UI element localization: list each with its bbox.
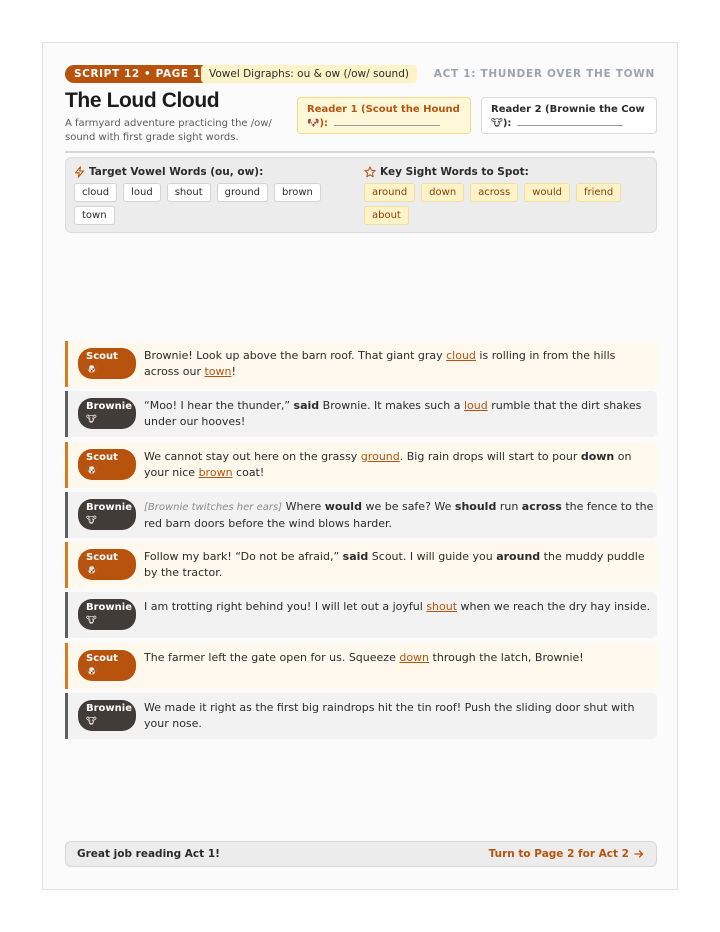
- speaker-badge: [78, 398, 136, 429]
- dialogue-text: [144, 650, 654, 666]
- dialogue-segment: The farmer left the gate open for us. Squeeze: [144, 650, 400, 664]
- dog-icon: 🐶: [86, 666, 98, 677]
- sight-word: around: [496, 550, 541, 564]
- vowel-word-chip: cloud: [74, 183, 117, 202]
- dog-icon: 🐶: [86, 566, 98, 577]
- vowel-word: ground: [360, 449, 400, 463]
- vowel-word-chip: town: [74, 206, 115, 225]
- reader-2-label: Reader 2 (Brownie the Cow 🐮):: [491, 104, 645, 129]
- dialogue-segment: is rolling in from the hills across our: [144, 349, 616, 378]
- dialogue-text: [144, 449, 654, 481]
- speaker-name: Brownie: [86, 501, 132, 513]
- lightning-icon: [74, 166, 85, 178]
- page-subtitle: A farmyard adventure practicing the /ow/ sound with first grade sight words.: [65, 118, 272, 143]
- sight-word-chip: around: [364, 183, 415, 202]
- sight-word: should: [454, 499, 497, 513]
- dialogue-segment: we be safe? We: [361, 499, 455, 513]
- speaker-badge: [78, 549, 136, 580]
- reader-1-name-field[interactable]: [297, 97, 471, 134]
- reader-2-blank-line[interactable]: [517, 117, 623, 126]
- sight-word-chip: about: [364, 206, 409, 225]
- sight-word: said: [293, 399, 320, 413]
- dialogue-segment: Scout. I will guide you: [368, 550, 497, 564]
- dialogue-segment: Where: [282, 499, 325, 513]
- dialogue-segment: Brownie. It makes such a: [319, 399, 464, 413]
- cow-icon: 🐮: [86, 616, 97, 627]
- dialogue-segment: run: [496, 499, 522, 513]
- vowel-word: brown: [198, 465, 233, 479]
- speaker-name: Brownie: [86, 401, 132, 413]
- vowel-word-chip: loud: [123, 183, 161, 202]
- next-page-link[interactable]: [489, 842, 644, 866]
- vowel-word: loud: [463, 399, 488, 413]
- speaker-badge: [78, 499, 136, 530]
- speaker-badge: [78, 449, 136, 480]
- speaker-name: Scout: [86, 652, 118, 664]
- dialogue-text: [144, 700, 654, 732]
- dialogue-segment: We cannot stay out here on the grassy: [144, 449, 361, 463]
- dog-icon: 🐶: [86, 465, 98, 476]
- reader-1-label: Reader 1 (Scout the Hound 🐶):: [307, 104, 460, 129]
- sight-word-chip: would: [524, 183, 570, 202]
- speaker-name: Scout: [86, 351, 118, 362]
- sight-word-chip: friend: [576, 183, 621, 202]
- dialogue-text: [144, 348, 654, 380]
- speaker-badge: [78, 700, 136, 731]
- sight-words-heading-text: Key Sight Words to Spot:: [380, 166, 529, 178]
- sight-word-chip: across: [470, 183, 518, 202]
- next-page-link-text[interactable]: Turn to Page 2 for Act 2: [488, 848, 629, 860]
- word-bank-panel: [65, 157, 657, 233]
- act-title: ACT 1: THUNDER OVER THE TOWN: [433, 68, 655, 80]
- vowel-focus-badge: Vowel Digraphs: ou & ow (/ow/ sound): [201, 65, 417, 83]
- speaker-badge: [78, 650, 136, 681]
- dialogue-line-brownie: [65, 592, 657, 638]
- footer-message: Great job reading Act 1!: [77, 848, 220, 860]
- dialogue-segment: !: [231, 365, 236, 378]
- vowel-word-chip: shout: [167, 183, 211, 202]
- sight-word: said: [342, 550, 369, 564]
- dialogue-segment: . Big rain drops will start to pour: [399, 449, 581, 463]
- dialogue-text: [144, 599, 654, 615]
- page-title: The Loud Cloud: [65, 89, 220, 112]
- dialogue-line-scout: [65, 643, 657, 689]
- vowel-word: down: [399, 650, 430, 664]
- reader-2-name-field[interactable]: [481, 97, 657, 134]
- top-bar: [65, 65, 655, 83]
- vowel-word: cloud: [446, 349, 476, 362]
- dialogue-segment: Follow my bark! “Do not be afraid,”: [144, 550, 343, 564]
- sight-word-chip: down: [421, 183, 464, 202]
- dialogue-line-brownie: [65, 693, 657, 739]
- cow-icon: 🐮: [86, 415, 97, 426]
- dialogue-segment: the fence to the red barn doors before the wind blows harder.: [144, 499, 654, 530]
- reader-1-blank-line[interactable]: [334, 117, 440, 126]
- sight-words-heading: [364, 166, 529, 178]
- script-page: [42, 42, 678, 890]
- header-divider: [65, 151, 655, 153]
- dialogue-segment: “Moo! I hear the thunder,”: [144, 399, 294, 413]
- dialogue-segment: Brownie! Look up above the barn roof. That giant gray: [144, 349, 447, 362]
- dialogue-segment: rumble that the dirt shakes under our hooves!: [144, 399, 642, 429]
- speaker-name: Scout: [86, 451, 118, 463]
- dialogue-segment: through the latch, Brownie!: [429, 650, 584, 664]
- vowel-word-list: [74, 183, 364, 225]
- dialogue-segment: when we reach the dry hay inside.: [457, 600, 651, 614]
- vowel-words-heading-text: Target Vowel Words (ou, ow):: [89, 166, 264, 178]
- vowel-words-heading: [74, 166, 263, 178]
- arrow-right-icon: [634, 849, 644, 859]
- dialogue-segment: coat!: [232, 465, 265, 479]
- dialogue-text: [144, 499, 654, 532]
- vowel-word-chip: ground: [217, 183, 268, 202]
- script-page-badge: SCRIPT 12 • PAGE 1: [65, 65, 210, 83]
- dialogue-segment: I am trotting right behind you! I will let out a joyful: [144, 600, 427, 614]
- sight-word: would: [324, 499, 362, 513]
- dialogue-text: [144, 549, 654, 581]
- dialogue-line-scout: [65, 542, 657, 588]
- dialogue-segment: We made it right as the first big raindrops hit the tin roof! Push the sliding door shut with your nose.: [144, 701, 635, 731]
- page-footer: [65, 841, 657, 867]
- sight-word: across: [521, 499, 562, 513]
- dialogue-line-brownie: [65, 492, 657, 538]
- speaker-name: Brownie: [86, 703, 132, 715]
- dialogue-line-scout: [65, 341, 657, 387]
- dialogue-list: [65, 341, 657, 743]
- cow-icon: 🐮: [86, 717, 97, 728]
- speaker-name: Brownie: [86, 602, 132, 614]
- stage-direction: [Brownie twitches her ears]: [144, 501, 283, 513]
- dialogue-segment: on your nice: [144, 449, 632, 479]
- dialogue-text: [144, 398, 654, 430]
- star-icon: [364, 166, 376, 178]
- dog-icon: 🐶: [86, 365, 98, 375]
- speaker-name: Scout: [86, 552, 118, 564]
- cow-icon: 🐮: [86, 515, 97, 526]
- vowel-word-chip: brown: [274, 183, 321, 202]
- vowel-word: town: [204, 365, 232, 378]
- sight-word-list: [364, 183, 654, 225]
- dialogue-line-scout: [65, 442, 657, 488]
- vowel-word: shout: [426, 600, 458, 614]
- speaker-badge: [78, 599, 136, 630]
- dialogue-line-brownie: [65, 391, 657, 437]
- speaker-badge: [78, 348, 136, 379]
- sight-word: down: [580, 449, 615, 463]
- dialogue-segment: the muddy puddle by the tractor.: [144, 550, 645, 580]
